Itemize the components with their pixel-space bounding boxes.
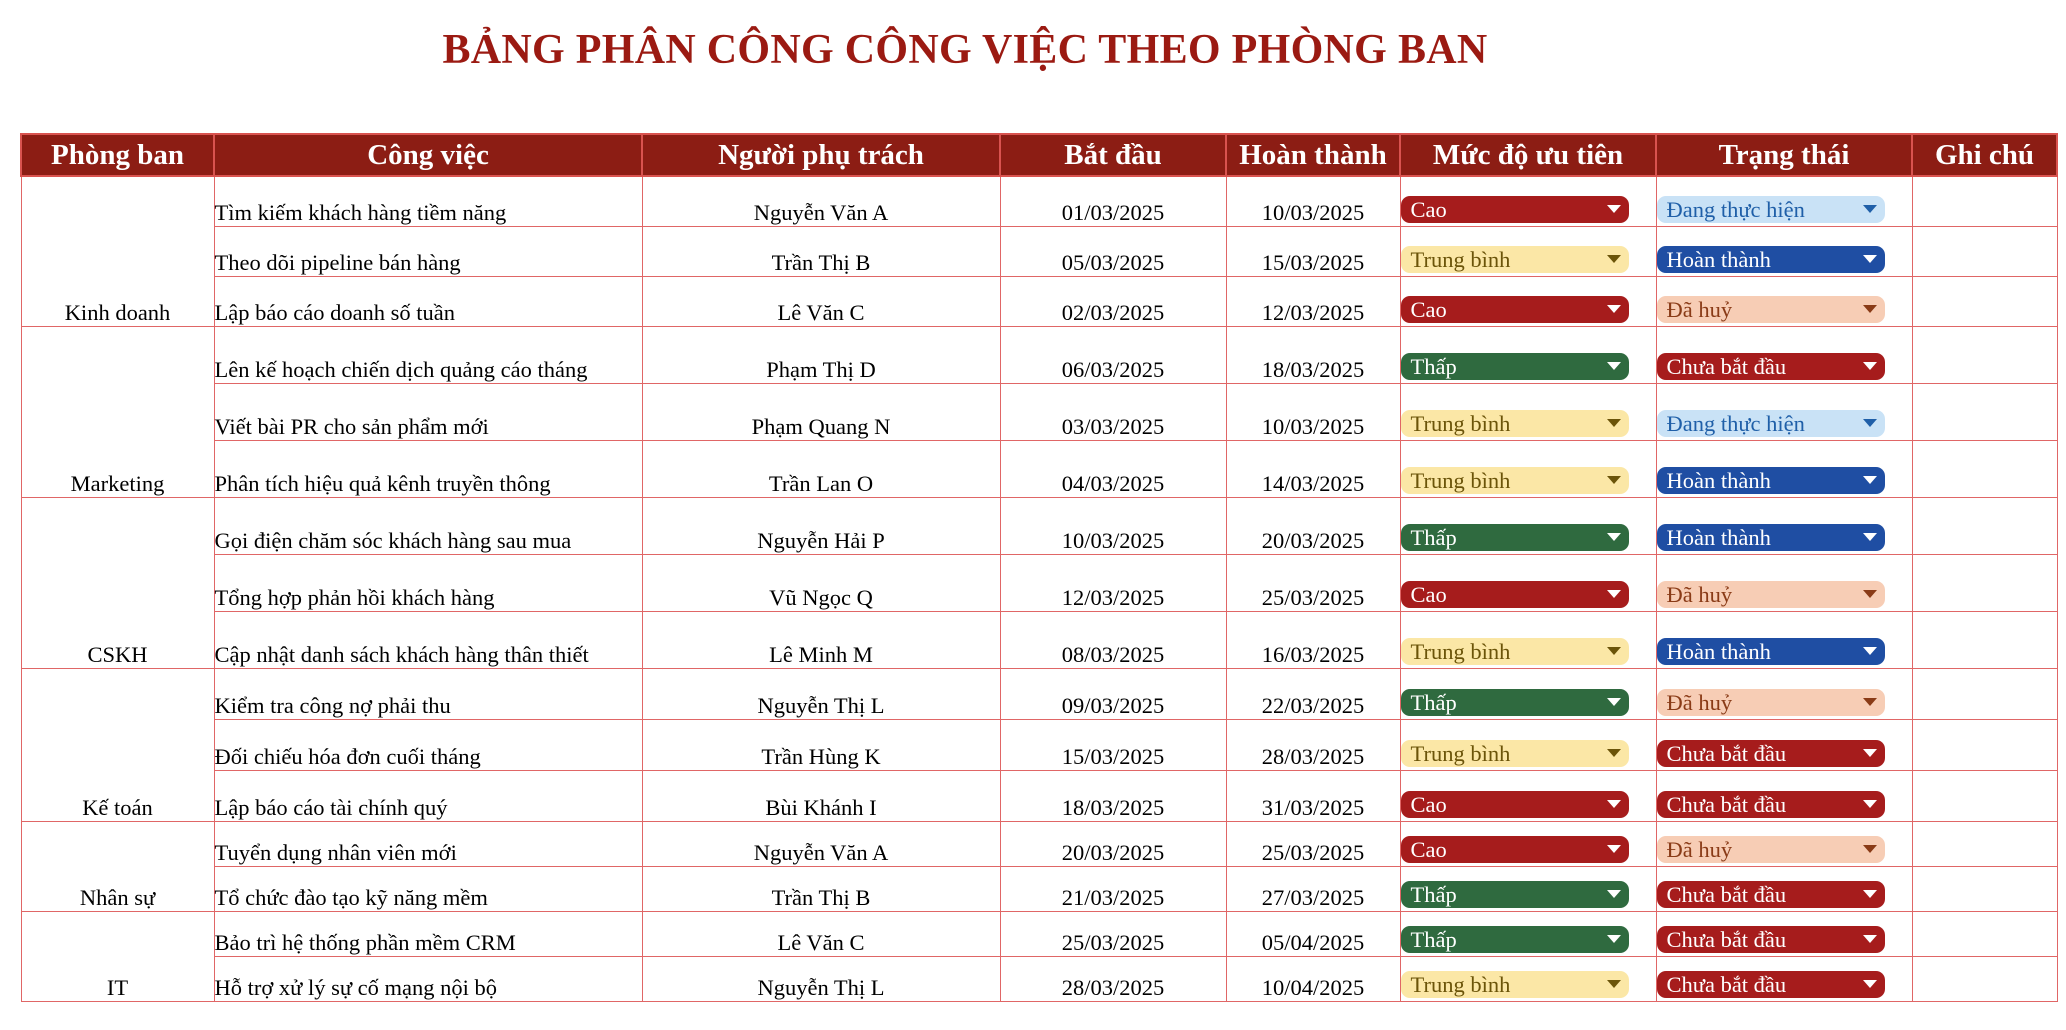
chevron-down-icon[interactable] bbox=[1607, 362, 1621, 370]
status-cell bbox=[1656, 276, 1912, 326]
note-cell[interactable] bbox=[1912, 911, 2057, 956]
status-value: Đang thực hiện bbox=[1666, 196, 1805, 222]
status-cell bbox=[1656, 719, 1912, 770]
note-cell[interactable] bbox=[1912, 956, 2057, 1001]
status-cell bbox=[1656, 668, 1912, 719]
owner-cell[interactable]: Lê Minh M bbox=[642, 611, 1000, 668]
status-value: Chưa bắt đầu bbox=[1666, 926, 1787, 952]
status-value: Chưa bắt đầu bbox=[1666, 740, 1787, 766]
chevron-down-icon[interactable] bbox=[1607, 698, 1621, 706]
priority-dropdown[interactable] bbox=[1401, 926, 1629, 953]
status-value: Hoàn thành bbox=[1666, 524, 1771, 550]
status-cell bbox=[1656, 770, 1912, 821]
status-value: Đã huỷ bbox=[1666, 689, 1733, 715]
table-row bbox=[21, 326, 2057, 383]
owner-cell[interactable]: Nguyễn Hải P bbox=[642, 497, 1000, 554]
status-cell bbox=[1656, 497, 1912, 554]
start-date-cell[interactable]: 28/03/2025 bbox=[1000, 956, 1226, 1001]
chevron-down-icon[interactable] bbox=[1863, 935, 1877, 943]
priority-cell bbox=[1400, 956, 1656, 1001]
chevron-down-icon[interactable] bbox=[1863, 255, 1877, 263]
table-row bbox=[21, 719, 2057, 770]
priority-value: Thấp bbox=[1410, 881, 1457, 907]
note-cell[interactable] bbox=[1912, 276, 2057, 326]
end-date-cell[interactable]: 15/03/2025 bbox=[1226, 226, 1400, 276]
header-priority[interactable]: Mức độ ưu tiên bbox=[1400, 134, 1656, 176]
priority-value: Trung bình bbox=[1410, 740, 1511, 766]
end-date-cell[interactable]: 10/03/2025 bbox=[1226, 383, 1400, 440]
task-cell[interactable]: Bảo trì hệ thống phần mềm CRM bbox=[214, 911, 642, 956]
task-cell[interactable]: Tổng hợp phản hồi khách hàng bbox=[214, 554, 642, 611]
start-date-cell[interactable]: 05/03/2025 bbox=[1000, 226, 1226, 276]
note-cell[interactable] bbox=[1912, 226, 2057, 276]
priority-dropdown[interactable] bbox=[1401, 296, 1629, 323]
end-date-cell[interactable]: 10/03/2025 bbox=[1226, 176, 1400, 226]
priority-value: Trung bình bbox=[1410, 971, 1511, 997]
status-dropdown[interactable] bbox=[1657, 353, 1885, 380]
start-date-cell[interactable]: 15/03/2025 bbox=[1000, 719, 1226, 770]
owner-cell[interactable]: Trần Lan O bbox=[642, 440, 1000, 497]
status-value: Đang thực hiện bbox=[1666, 410, 1805, 436]
priority-cell bbox=[1400, 440, 1656, 497]
start-date-cell[interactable]: 21/03/2025 bbox=[1000, 866, 1226, 911]
priority-dropdown[interactable] bbox=[1401, 246, 1629, 273]
table-row bbox=[21, 866, 2057, 911]
end-date-cell[interactable]: 20/03/2025 bbox=[1226, 497, 1400, 554]
chevron-down-icon[interactable] bbox=[1863, 476, 1877, 484]
end-date-cell[interactable]: 14/03/2025 bbox=[1226, 440, 1400, 497]
department-cell[interactable]: CSKH bbox=[21, 497, 214, 668]
priority-cell bbox=[1400, 176, 1656, 226]
chevron-down-icon[interactable] bbox=[1607, 255, 1621, 263]
table-row bbox=[21, 554, 2057, 611]
task-cell[interactable]: Tuyển dụng nhân viên mới bbox=[214, 821, 642, 866]
status-dropdown[interactable] bbox=[1657, 740, 1885, 767]
note-cell[interactable] bbox=[1912, 668, 2057, 719]
status-cell bbox=[1656, 611, 1912, 668]
status-cell bbox=[1656, 554, 1912, 611]
owner-cell[interactable]: Lê Văn C bbox=[642, 276, 1000, 326]
status-cell bbox=[1656, 176, 1912, 226]
status-dropdown[interactable] bbox=[1657, 196, 1885, 223]
status-cell bbox=[1656, 226, 1912, 276]
note-cell[interactable] bbox=[1912, 821, 2057, 866]
chevron-down-icon[interactable] bbox=[1863, 305, 1877, 313]
task-cell[interactable]: Phân tích hiệu quả kênh truyền thông bbox=[214, 440, 642, 497]
note-cell[interactable] bbox=[1912, 440, 2057, 497]
status-dropdown[interactable] bbox=[1657, 836, 1885, 863]
chevron-down-icon[interactable] bbox=[1607, 845, 1621, 853]
table-row bbox=[21, 226, 2057, 276]
status-value: Hoàn thành bbox=[1666, 246, 1771, 272]
priority-value: Cao bbox=[1410, 791, 1447, 817]
end-date-cell[interactable]: 25/03/2025 bbox=[1226, 554, 1400, 611]
task-cell[interactable]: Tổ chức đào tạo kỹ năng mềm bbox=[214, 866, 642, 911]
status-cell bbox=[1656, 326, 1912, 383]
end-date-cell[interactable]: 16/03/2025 bbox=[1226, 611, 1400, 668]
status-value: Đã huỷ bbox=[1666, 581, 1733, 607]
note-cell[interactable] bbox=[1912, 866, 2057, 911]
start-date-cell[interactable]: 03/03/2025 bbox=[1000, 383, 1226, 440]
chevron-down-icon[interactable] bbox=[1607, 590, 1621, 598]
table-row bbox=[21, 668, 2057, 719]
priority-value: Trung bình bbox=[1410, 638, 1511, 664]
chevron-down-icon[interactable] bbox=[1863, 845, 1877, 853]
table-row bbox=[21, 911, 2057, 956]
priority-dropdown[interactable] bbox=[1401, 196, 1629, 223]
department-cell[interactable]: IT bbox=[21, 911, 214, 1001]
owner-cell[interactable]: Vũ Ngọc Q bbox=[642, 554, 1000, 611]
task-cell[interactable]: Gọi điện chăm sóc khách hàng sau mua bbox=[214, 497, 642, 554]
chevron-down-icon[interactable] bbox=[1863, 362, 1877, 370]
start-date-cell[interactable]: 02/03/2025 bbox=[1000, 276, 1226, 326]
task-cell[interactable]: Tìm kiếm khách hàng tiềm năng bbox=[214, 176, 642, 226]
chevron-down-icon[interactable] bbox=[1607, 647, 1621, 655]
chevron-down-icon[interactable] bbox=[1863, 890, 1877, 898]
chevron-down-icon[interactable] bbox=[1607, 749, 1621, 757]
status-dropdown[interactable] bbox=[1657, 689, 1885, 716]
table-row bbox=[21, 276, 2057, 326]
end-date-cell[interactable]: 10/04/2025 bbox=[1226, 956, 1400, 1001]
priority-value: Cao bbox=[1410, 196, 1447, 222]
assignment-table bbox=[20, 133, 2058, 1002]
priority-dropdown[interactable] bbox=[1401, 524, 1629, 551]
task-cell[interactable]: Kiểm tra công nợ phải thu bbox=[214, 668, 642, 719]
owner-cell[interactable]: Phạm Quang N bbox=[642, 383, 1000, 440]
status-dropdown[interactable] bbox=[1657, 410, 1885, 437]
start-date-cell[interactable]: 10/03/2025 bbox=[1000, 497, 1226, 554]
status-dropdown[interactable] bbox=[1657, 296, 1885, 323]
owner-cell[interactable]: Nguyễn Thị L bbox=[642, 956, 1000, 1001]
priority-cell bbox=[1400, 554, 1656, 611]
table-row bbox=[21, 176, 2057, 226]
status-dropdown[interactable] bbox=[1657, 881, 1885, 908]
status-dropdown[interactable] bbox=[1657, 926, 1885, 953]
priority-dropdown[interactable] bbox=[1401, 353, 1629, 380]
priority-value: Trung bình bbox=[1410, 410, 1511, 436]
department-cell[interactable]: Kinh doanh bbox=[21, 176, 214, 326]
department-cell[interactable]: Kế toán bbox=[21, 668, 214, 821]
start-date-cell[interactable]: 25/03/2025 bbox=[1000, 911, 1226, 956]
end-date-cell[interactable]: 28/03/2025 bbox=[1226, 719, 1400, 770]
note-cell[interactable] bbox=[1912, 611, 2057, 668]
priority-cell bbox=[1400, 226, 1656, 276]
header-department[interactable]: Phòng ban bbox=[21, 134, 214, 176]
status-dropdown[interactable] bbox=[1657, 246, 1885, 273]
priority-value: Cao bbox=[1410, 296, 1447, 322]
status-cell bbox=[1656, 956, 1912, 1001]
status-value: Hoàn thành bbox=[1666, 467, 1771, 493]
status-cell bbox=[1656, 440, 1912, 497]
priority-value: Thấp bbox=[1410, 689, 1457, 715]
department-cell[interactable]: Marketing bbox=[21, 326, 214, 497]
end-date-cell[interactable]: 18/03/2025 bbox=[1226, 326, 1400, 383]
chevron-down-icon[interactable] bbox=[1607, 533, 1621, 541]
start-date-cell[interactable]: 01/03/2025 bbox=[1000, 176, 1226, 226]
owner-cell[interactable]: Trần Thị B bbox=[642, 226, 1000, 276]
chevron-down-icon[interactable] bbox=[1863, 533, 1877, 541]
note-cell[interactable] bbox=[1912, 719, 2057, 770]
chevron-down-icon[interactable] bbox=[1863, 749, 1877, 757]
priority-dropdown[interactable] bbox=[1401, 689, 1629, 716]
task-cell[interactable]: Lên kế hoạch chiến dịch quảng cáo tháng bbox=[214, 326, 642, 383]
status-value: Chưa bắt đầu bbox=[1666, 791, 1787, 817]
chevron-down-icon[interactable] bbox=[1863, 419, 1877, 427]
priority-value: Thấp bbox=[1410, 524, 1457, 550]
end-date-cell[interactable]: 27/03/2025 bbox=[1226, 866, 1400, 911]
task-cell[interactable]: Lập báo cáo tài chính quý bbox=[214, 770, 642, 821]
chevron-down-icon[interactable] bbox=[1607, 935, 1621, 943]
owner-cell[interactable]: Trần Thị B bbox=[642, 866, 1000, 911]
note-cell[interactable] bbox=[1912, 497, 2057, 554]
status-cell bbox=[1656, 866, 1912, 911]
priority-value: Thấp bbox=[1410, 353, 1457, 379]
table-row bbox=[21, 383, 2057, 440]
priority-dropdown[interactable] bbox=[1401, 410, 1629, 437]
start-date-cell[interactable]: 09/03/2025 bbox=[1000, 668, 1226, 719]
owner-cell[interactable]: Trần Hùng K bbox=[642, 719, 1000, 770]
priority-cell bbox=[1400, 668, 1656, 719]
table-row bbox=[21, 956, 2057, 1001]
priority-cell bbox=[1400, 326, 1656, 383]
status-value: Hoàn thành bbox=[1666, 638, 1771, 664]
task-cell[interactable]: Lập báo cáo doanh số tuần bbox=[214, 276, 642, 326]
chevron-down-icon[interactable] bbox=[1863, 698, 1877, 706]
table-row bbox=[21, 770, 2057, 821]
note-cell[interactable] bbox=[1912, 554, 2057, 611]
start-date-cell[interactable]: 12/03/2025 bbox=[1000, 554, 1226, 611]
priority-dropdown[interactable] bbox=[1401, 740, 1629, 767]
chevron-down-icon[interactable] bbox=[1607, 305, 1621, 313]
chevron-down-icon[interactable] bbox=[1863, 647, 1877, 655]
owner-cell[interactable]: Nguyễn Thị L bbox=[642, 668, 1000, 719]
status-cell bbox=[1656, 911, 1912, 956]
end-date-cell[interactable]: 31/03/2025 bbox=[1226, 770, 1400, 821]
chevron-down-icon[interactable] bbox=[1607, 980, 1621, 988]
note-cell[interactable] bbox=[1912, 176, 2057, 226]
priority-dropdown[interactable] bbox=[1401, 581, 1629, 608]
status-dropdown[interactable] bbox=[1657, 638, 1885, 665]
table-row bbox=[21, 821, 2057, 866]
priority-value: Thấp bbox=[1410, 926, 1457, 952]
status-value: Chưa bắt đầu bbox=[1666, 971, 1787, 997]
end-date-cell[interactable]: 22/03/2025 bbox=[1226, 668, 1400, 719]
priority-value: Cao bbox=[1410, 581, 1447, 607]
header-end[interactable]: Hoàn thành bbox=[1226, 134, 1400, 176]
status-dropdown[interactable] bbox=[1657, 791, 1885, 818]
start-date-cell[interactable]: 20/03/2025 bbox=[1000, 821, 1226, 866]
priority-cell bbox=[1400, 911, 1656, 956]
task-cell[interactable]: Đối chiếu hóa đơn cuối tháng bbox=[214, 719, 642, 770]
priority-dropdown[interactable] bbox=[1401, 791, 1629, 818]
owner-cell[interactable]: Lê Văn C bbox=[642, 911, 1000, 956]
header-status[interactable]: Trạng thái bbox=[1656, 134, 1912, 176]
end-date-cell[interactable]: 12/03/2025 bbox=[1226, 276, 1400, 326]
priority-cell bbox=[1400, 497, 1656, 554]
owner-cell[interactable]: Nguyễn Văn A bbox=[642, 821, 1000, 866]
priority-cell bbox=[1400, 383, 1656, 440]
start-date-cell[interactable]: 06/03/2025 bbox=[1000, 326, 1226, 383]
priority-dropdown[interactable] bbox=[1401, 638, 1629, 665]
priority-dropdown[interactable] bbox=[1401, 467, 1629, 494]
status-dropdown[interactable] bbox=[1657, 524, 1885, 551]
priority-value: Cao bbox=[1410, 836, 1447, 862]
start-date-cell[interactable]: 08/03/2025 bbox=[1000, 611, 1226, 668]
status-dropdown[interactable] bbox=[1657, 971, 1885, 998]
status-dropdown[interactable] bbox=[1657, 581, 1885, 608]
chevron-down-icon[interactable] bbox=[1863, 590, 1877, 598]
chevron-down-icon[interactable] bbox=[1607, 476, 1621, 484]
priority-dropdown[interactable] bbox=[1401, 971, 1629, 998]
header-note[interactable]: Ghi chú bbox=[1912, 134, 2057, 176]
task-cell[interactable]: Cập nhật danh sách khách hàng thân thiết bbox=[214, 611, 642, 668]
status-value: Đã huỷ bbox=[1666, 296, 1733, 322]
header-owner[interactable]: Người phụ trách bbox=[642, 134, 1000, 176]
chevron-down-icon[interactable] bbox=[1863, 980, 1877, 988]
table-row bbox=[21, 497, 2057, 554]
status-dropdown[interactable] bbox=[1657, 467, 1885, 494]
chevron-down-icon[interactable] bbox=[1863, 205, 1877, 213]
priority-cell bbox=[1400, 770, 1656, 821]
start-date-cell[interactable]: 18/03/2025 bbox=[1000, 770, 1226, 821]
table-row bbox=[21, 611, 2057, 668]
chevron-down-icon[interactable] bbox=[1607, 205, 1621, 213]
status-value: Đã huỷ bbox=[1666, 836, 1733, 862]
header-start[interactable]: Bắt đầu bbox=[1000, 134, 1226, 176]
priority-cell bbox=[1400, 719, 1656, 770]
task-cell[interactable]: Hỗ trợ xử lý sự cố mạng nội bộ bbox=[214, 956, 642, 1001]
priority-value: Trung bình bbox=[1410, 246, 1511, 272]
owner-cell[interactable]: Nguyễn Văn A bbox=[642, 176, 1000, 226]
priority-cell bbox=[1400, 866, 1656, 911]
end-date-cell[interactable]: 25/03/2025 bbox=[1226, 821, 1400, 866]
chevron-down-icon[interactable] bbox=[1607, 890, 1621, 898]
status-value: Chưa bắt đầu bbox=[1666, 881, 1787, 907]
status-value: Chưa bắt đầu bbox=[1666, 353, 1787, 379]
chevron-down-icon[interactable] bbox=[1607, 419, 1621, 427]
note-cell[interactable] bbox=[1912, 383, 2057, 440]
chevron-down-icon[interactable] bbox=[1607, 800, 1621, 808]
priority-dropdown[interactable] bbox=[1401, 881, 1629, 908]
end-date-cell[interactable]: 05/04/2025 bbox=[1226, 911, 1400, 956]
table-row bbox=[21, 440, 2057, 497]
owner-cell[interactable]: Bùi Khánh I bbox=[642, 770, 1000, 821]
status-cell bbox=[1656, 821, 1912, 866]
priority-cell bbox=[1400, 611, 1656, 668]
department-cell[interactable]: Nhân sự bbox=[21, 821, 214, 911]
header-task[interactable]: Công việc bbox=[214, 134, 642, 176]
task-cell[interactable]: Theo dõi pipeline bán hàng bbox=[214, 226, 642, 276]
owner-cell[interactable]: Phạm Thị D bbox=[642, 326, 1000, 383]
page-title: BẢNG PHÂN CÔNG CÔNG VIỆC THEO PHÒNG BAN bbox=[442, 27, 1488, 73]
priority-dropdown[interactable] bbox=[1401, 836, 1629, 863]
task-cell[interactable]: Viết bài PR cho sản phẩm mới bbox=[214, 383, 642, 440]
priority-cell bbox=[1400, 276, 1656, 326]
note-cell[interactable] bbox=[1912, 326, 2057, 383]
start-date-cell[interactable]: 04/03/2025 bbox=[1000, 440, 1226, 497]
status-cell bbox=[1656, 383, 1912, 440]
priority-value: Trung bình bbox=[1410, 467, 1511, 493]
priority-cell bbox=[1400, 821, 1656, 866]
note-cell[interactable] bbox=[1912, 770, 2057, 821]
header-row bbox=[21, 134, 2057, 176]
chevron-down-icon[interactable] bbox=[1863, 800, 1877, 808]
